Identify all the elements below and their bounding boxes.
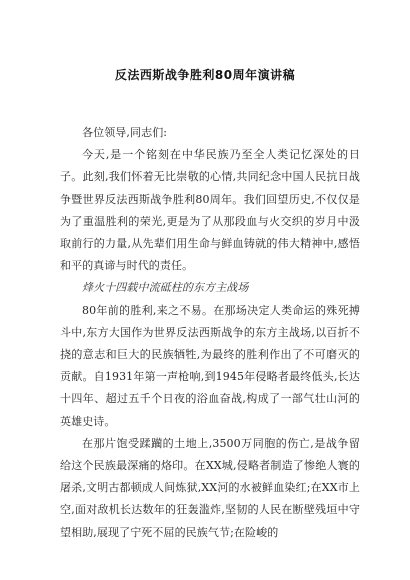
document-title: 反法西斯战争胜利80周年演讲稿 (114, 68, 296, 82)
section-heading: 烽火十四载中流砥柱的东方主战场 (82, 281, 249, 295)
salutation: 各位领导,同志们: (82, 126, 168, 139)
body-paragraph: 80年前的胜利,来之不易。在那场决定人类命运的殊死搏斗中,东方大国作为世界反法西斯战争的东方主战场,以百折不挠的意志和巨大的民族牺牲,为最终的胜利作出了不可磨灭的贡献。自1931年第一声枪响,到1945年侵略者最终低头,长达十四年、超过五千个日夜的浴血奋战,构成了一部气壮山河的英雄史诗。 (60, 303, 360, 428)
body-paragraph: 今天,是一个铭刻在中华民族乃至全人类记忆深处的日子。此刻,我们怀着无比崇敬的心情,共同纪念中国人民抗日战争暨世界反法西斯战争胜利80周年。我们回望历史,不仅仅是为了重温胜利的荣光,更是为了从那段血与火交织的岁月中汲取前行的力量,从先辈们用生命与鲜血铸就的伟大精神中,感悟和平的真谛与时代的责任。 (60, 148, 360, 273)
document-body (60, 122, 360, 544)
body-paragraph: 在那片饱受蹂躏的土地上,3500万同胞的伤亡,是战争留给这个民族最深痛的烙印。在XX城,侵略者制造了惨绝人寰的屠杀,文明古都顿成人间炼狱,XX河的水被鲜血染红;在XX市上空,面对敌机长达数年的狂轰滥炸,坚韧的人民在断壁残垣中守望相助,展现了宁死不屈的民族气节;在险峻的 (60, 436, 360, 539)
